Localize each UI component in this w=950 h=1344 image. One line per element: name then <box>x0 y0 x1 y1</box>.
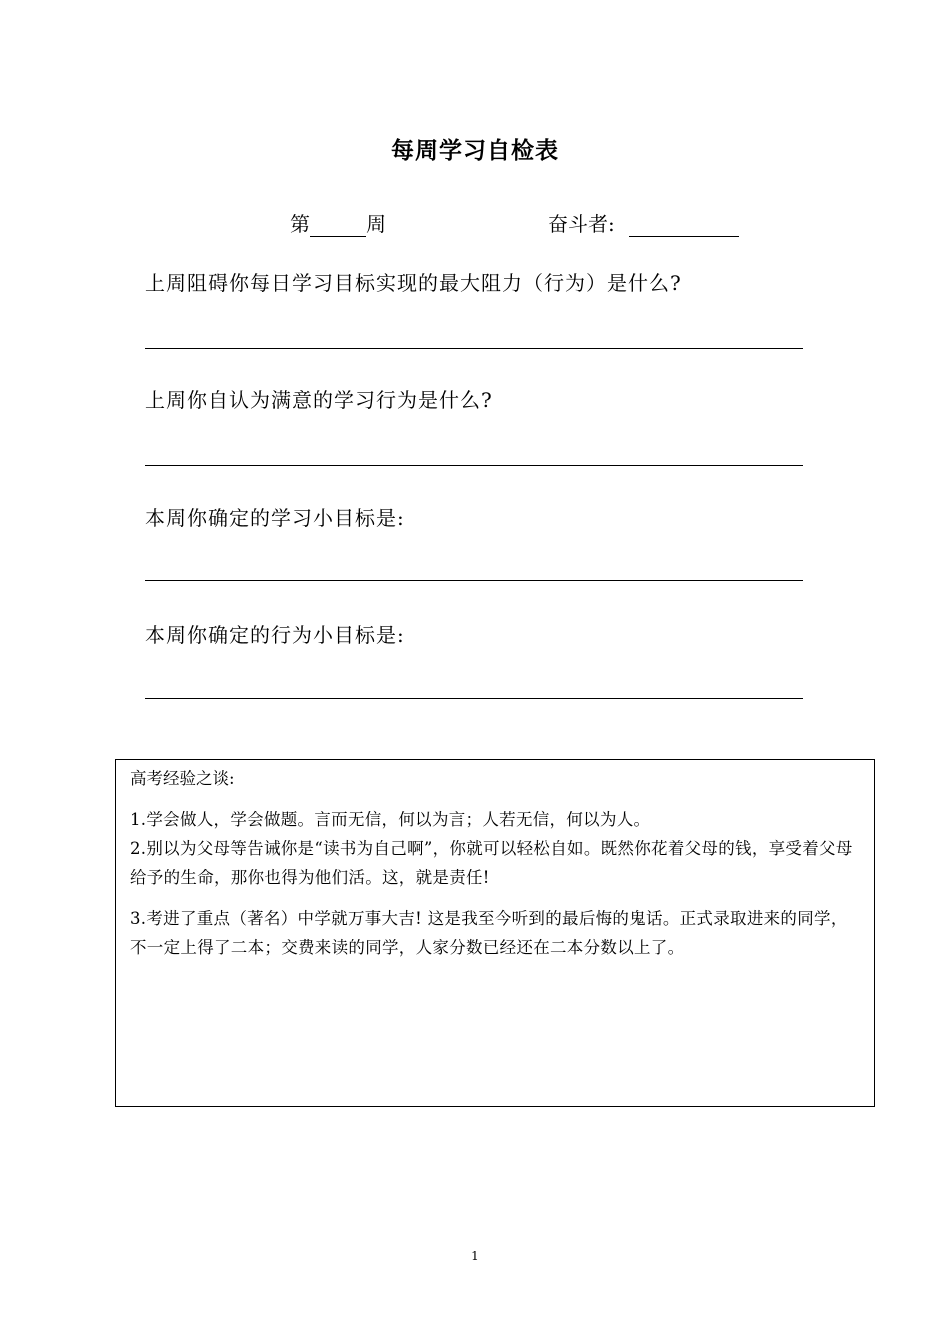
tip-item: 1.学会做人，学会做题。言而无信，何以为言；人若无信，何以为人。 <box>130 810 651 829</box>
student-field <box>548 208 739 237</box>
week-number-blank[interactable] <box>310 214 366 237</box>
student-name-blank[interactable] <box>629 214 739 237</box>
answer-line-study-goal[interactable] <box>145 580 803 581</box>
page-number: 1 <box>471 1249 479 1263</box>
question-obstacle: 上周阻碍你每日学习目标实现的最大阻力（行为）是什么? <box>145 271 682 295</box>
student-label: 奋斗者: <box>548 212 615 236</box>
week-prefix: 第 <box>290 212 310 236</box>
answer-line-behavior-goal[interactable] <box>145 698 803 699</box>
week-suffix: 周 <box>366 212 386 236</box>
question-satisfied-behavior: 上周你自认为满意的学习行为是什么? <box>145 388 493 412</box>
week-field <box>290 208 386 237</box>
question-behavior-goal: 本周你确定的行为小目标是: <box>145 623 405 647</box>
exam-experience-box <box>115 759 875 1107</box>
tip-item: 2.别以为父母等告诫你是“读书为自己啊”，你就可以轻松自如。既然你花着父母的钱，享受着父母给予的生命，那你也得为他们活。这，就是责任! <box>130 839 853 887</box>
tip-item: 3.考进了重点（著名）中学就万事大吉! 这是我至今听到的最后悔的鬼话。正式录取进来的同学，不一定上得了二本；交费来读的同学，人家分数已经还在二本分数以上了。 <box>130 909 848 957</box>
answer-line-satisfied-behavior[interactable] <box>145 465 803 466</box>
tips-heading: 高考经验之谈: <box>130 769 235 788</box>
question-study-goal: 本周你确定的学习小目标是: <box>145 506 405 530</box>
answer-line-obstacle[interactable] <box>145 348 803 349</box>
page-title: 每周学习自检表 <box>391 138 559 164</box>
